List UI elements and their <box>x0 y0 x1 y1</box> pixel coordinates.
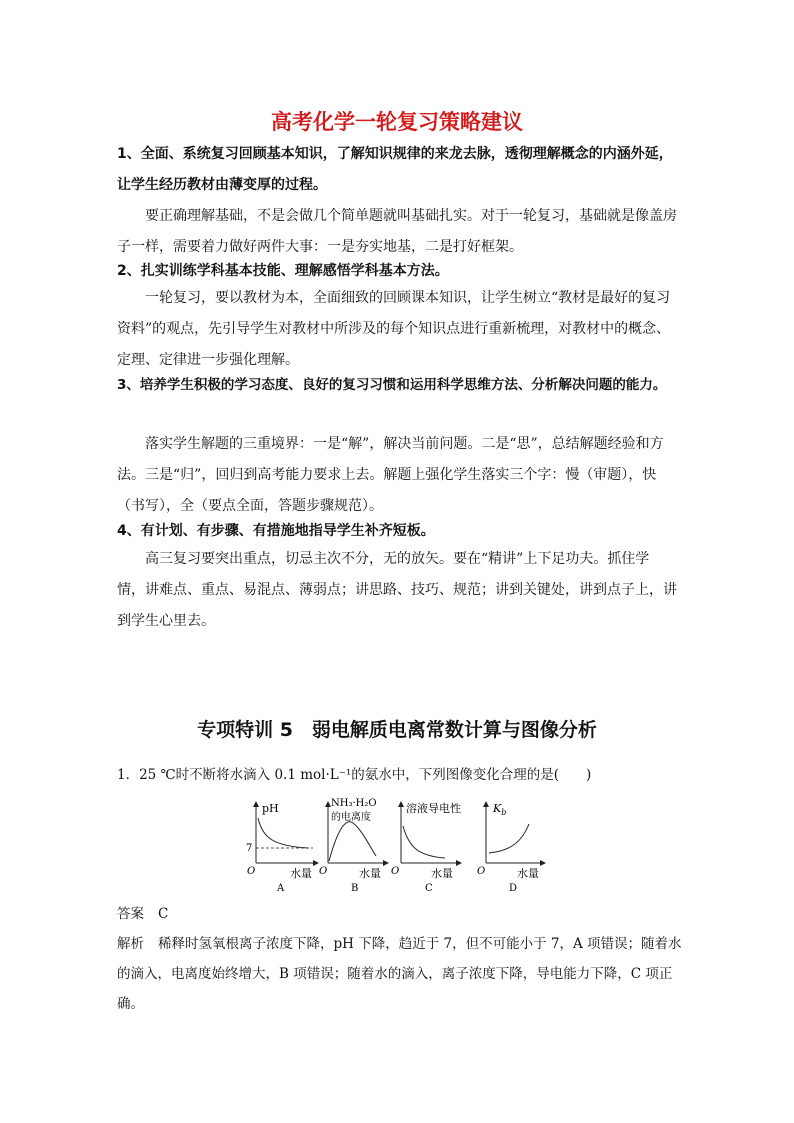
graph-figure <box>233 798 573 898</box>
graph-a-tick: 7 <box>246 843 253 854</box>
graph-a-origin: O <box>247 866 256 877</box>
graph-a-ylabel: pH <box>262 802 279 815</box>
answer-label: 答案 <box>117 906 144 922</box>
graph-c-letter: C <box>425 883 433 894</box>
graph-b-origin: O <box>319 866 328 877</box>
graph-d-ylabel-sub: b <box>501 808 507 817</box>
graph-a-xlabel: 水量 <box>290 867 312 880</box>
graph-b-letter: B <box>351 883 359 894</box>
graph-c-xlabel: 水量 <box>431 867 453 880</box>
answer-line <box>117 899 687 929</box>
answer-value: C <box>158 906 169 922</box>
graph-a <box>246 802 318 894</box>
question-stem: 1．25 ℃时不断将水滴入 0.1 mol·L⁻¹的氨水中，下列图像变化合理的是( ) <box>117 767 592 783</box>
document-title: 高考化学一轮复习策略建议 <box>271 110 523 134</box>
heading-1: 1、全面、系统复习回顾基本知识，了解知识规律的来龙去脉，透彻理解概念的内涵外延，让学生经历教材由薄变厚的过程。 <box>117 146 673 193</box>
heading-4: 4、有计划、有步骤、有措施地指导学生补齐短板。 <box>117 523 435 539</box>
graph-d-ylabel <box>492 802 506 817</box>
heading-2: 2、扎实训练学科基本技能、理解感悟学科基本方法。 <box>117 263 449 279</box>
heading-3: 3、培养学生积极的学习态度、良好的复习习惯和运用科学思维方法、分析解决问题的能力。 <box>117 377 667 393</box>
paragraph-2: 一轮复习，要以教材为本，全面细致的回顾课本知识，让学生树立“教材是最好的复习资料”的观点，先引导学生对教材中所涉及的每个知识点进行重新梳理，对教材中的概念、定理、定律进一步强化理解。 <box>117 290 671 368</box>
graph-d-xlabel: 水量 <box>517 867 539 880</box>
paragraph-4: 高三复习要突出重点，切忌主次不分，无的放矢。要在“精讲”上下足功夫。抓住学情，讲难点、重点、易混点、薄弱点；讲思路、技巧、规范；讲到关键处，讲到点子上，讲到学生心里去。 <box>117 551 677 629</box>
graph-d <box>477 802 545 894</box>
graph-d-origin: O <box>477 866 486 877</box>
analysis-label: 解析 <box>117 936 144 952</box>
paragraph-1: 要正确理解基础，不是会做几个简单题就叫基础扎实。对于一轮复习，基础就是像盖房子一样，需要着力做好两件大事：一是夯实地基，二是打好框架。 <box>117 208 677 255</box>
graph-b-ylabel-2: 的电离度 <box>331 812 371 823</box>
graph-c-origin: O <box>391 866 400 877</box>
graph-c <box>391 801 461 894</box>
analysis-block <box>117 929 687 1019</box>
graph-b-xlabel: 水量 <box>359 867 381 880</box>
section-title: 专项特训 5 弱电解质电离常数计算与图像分析 <box>197 719 597 741</box>
paragraph-3: 落实学生解题的三重境界：一是“解”，解决当前问题。二是“思”，总结解题经验和方法。三是“归”，回归到高考能力要求上去。解题上强化学生落实三个字：慢（审题），快（书写），全（要点全面，答题步骤规范）。 <box>117 436 664 514</box>
graph-b-ylabel-1: NH₃·H₂O <box>331 798 377 809</box>
graph-b <box>319 798 388 894</box>
graph-d-letter: D <box>509 883 518 894</box>
graph-d-ylabel-main: K <box>493 802 502 815</box>
graph-a-letter: A <box>277 883 285 894</box>
graph-c-ylabel: 溶液导电性 <box>406 802 461 815</box>
analysis-text: 稀释时氢氧根离子浓度下降，pH 下降，趋近于 7，但不可能小于 7，A 项错误；随着水的滴入，电离度始终增大，B 项错误；随着水的滴入，离子浓度下降，导电能力下降，C 项正确。 <box>117 936 682 1012</box>
